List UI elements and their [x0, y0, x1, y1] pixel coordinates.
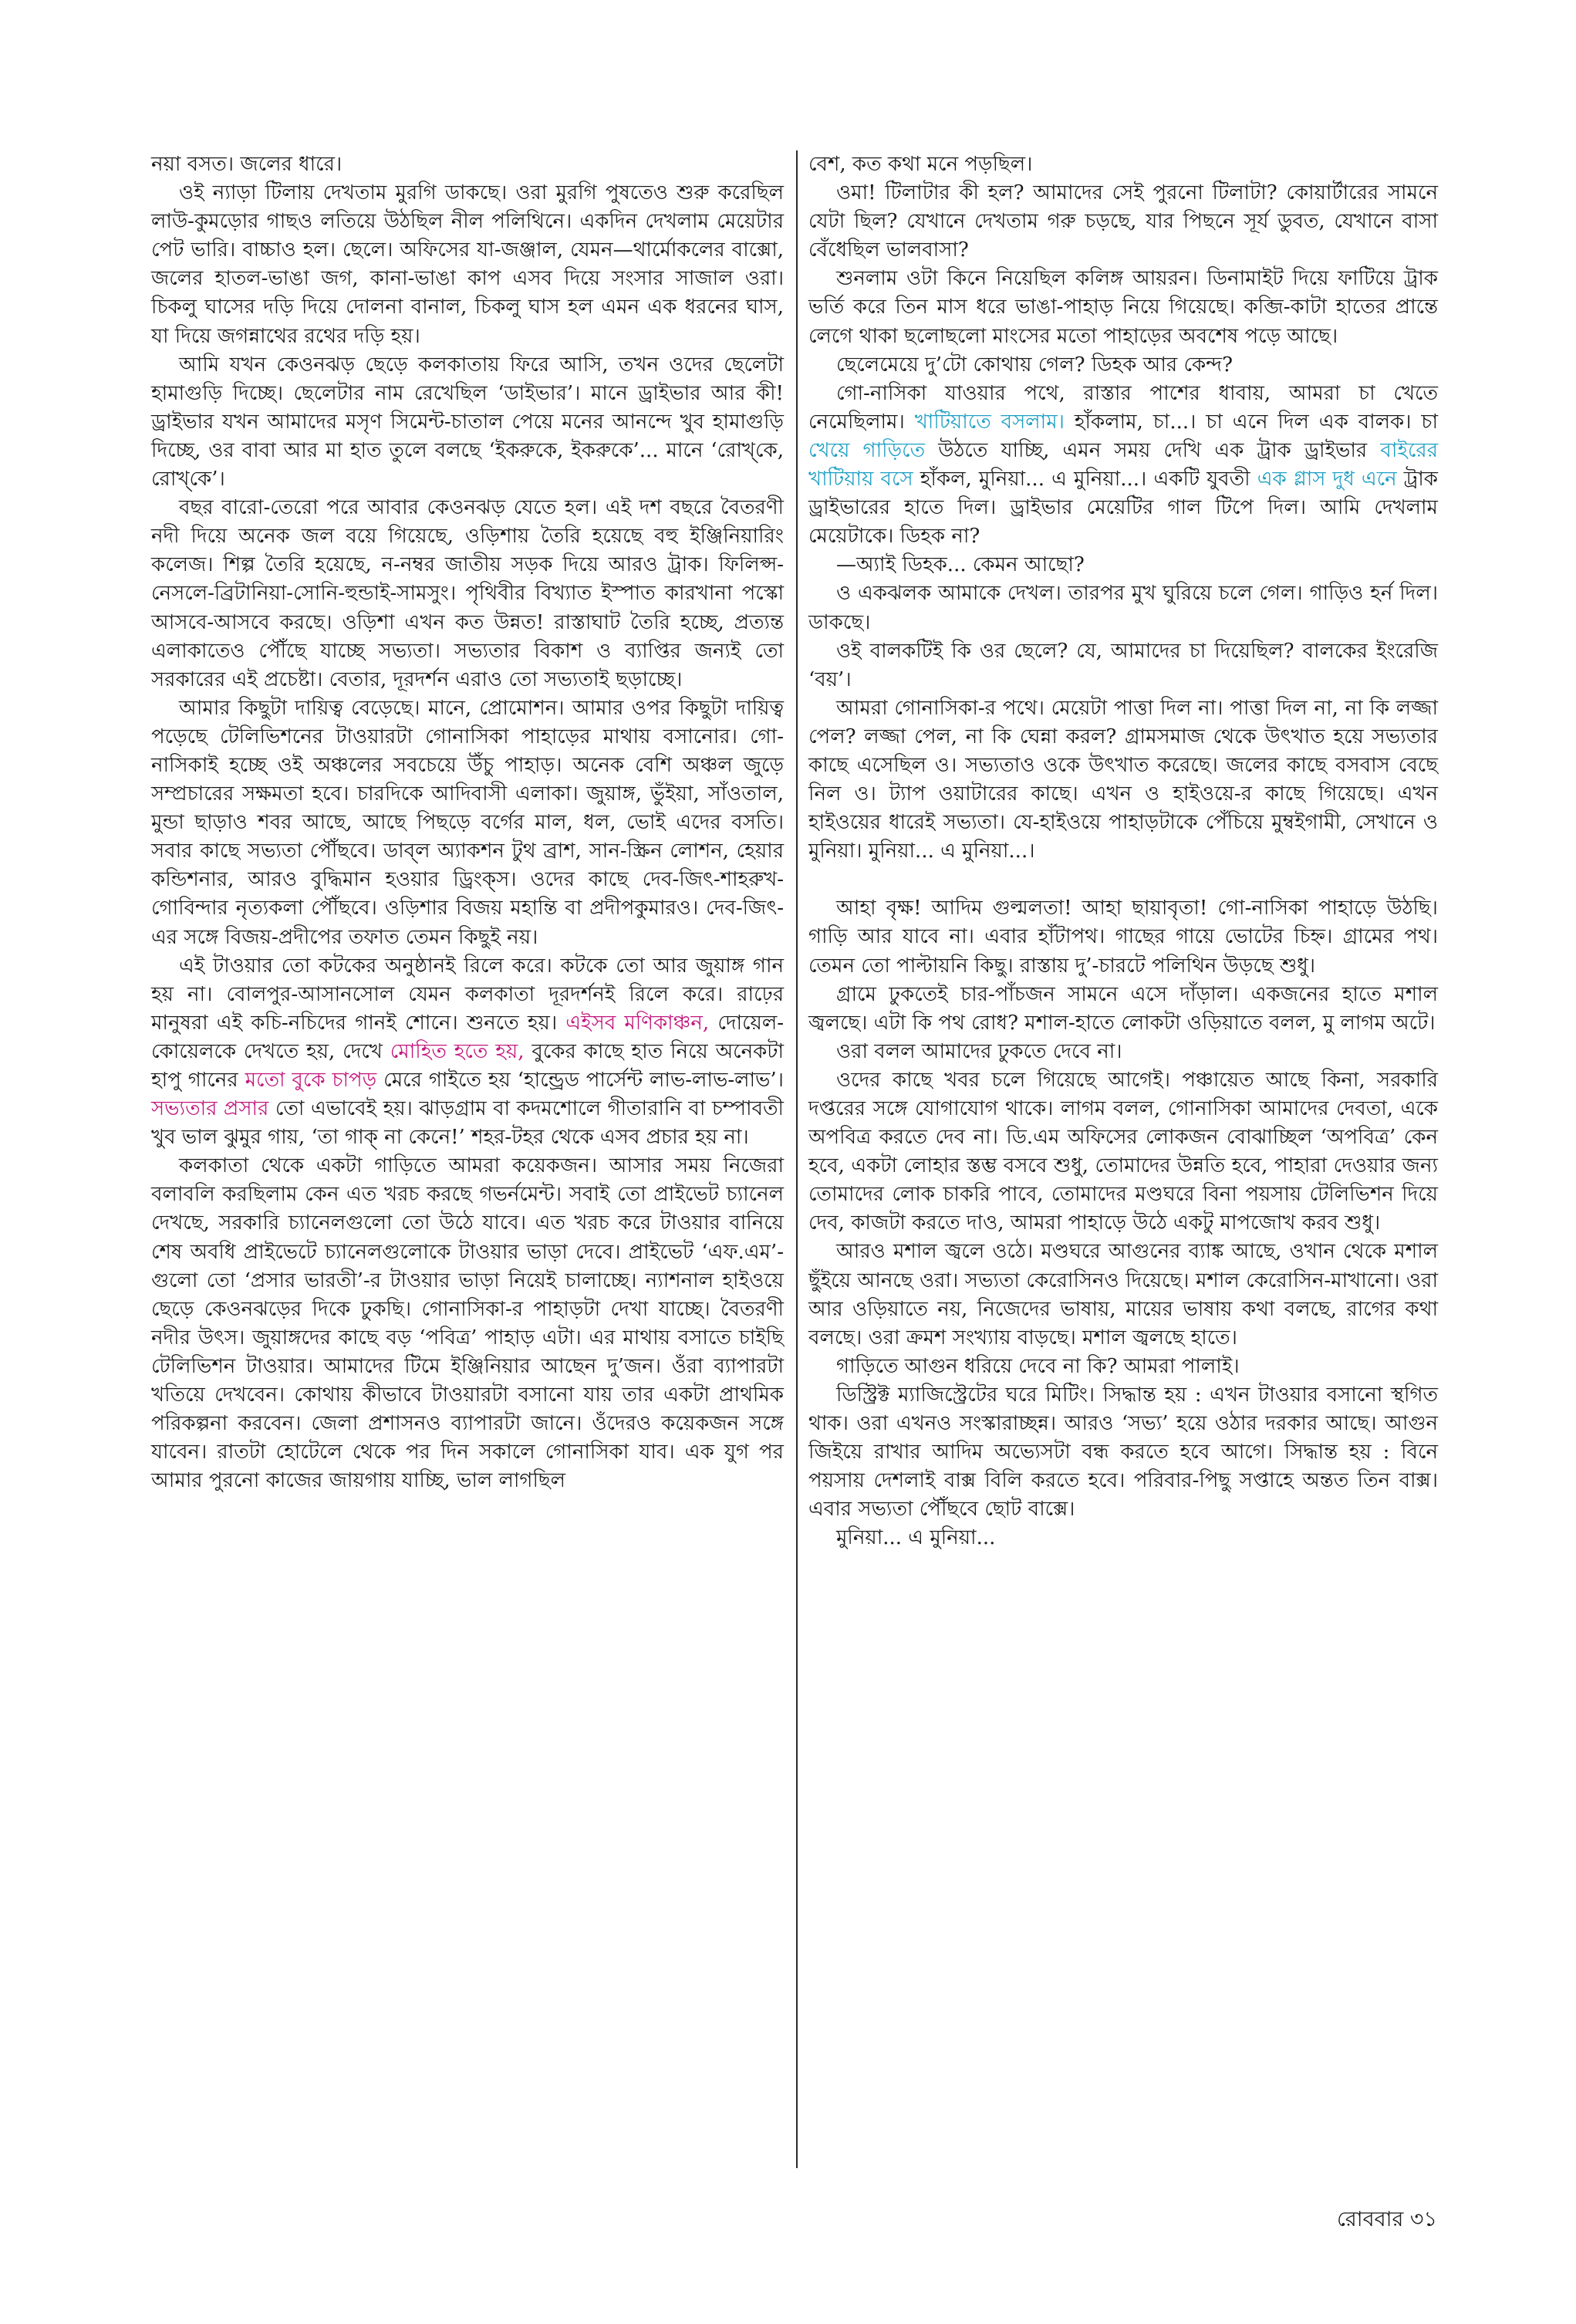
paragraph: গাড়িতে আগুন ধরিয়ে দেবে না কি? আমরা পালাই। — [836, 1354, 1240, 1378]
right-text-column — [808, 150, 1438, 1553]
paragraph: ওরা বলল আমাদের ঢুকতে দেবে না। — [836, 1039, 1122, 1063]
paragraph-with-highlights — [808, 380, 1438, 552]
paragraph: আহা বৃক্ষ! আদিম গুল্মলতা! আহা ছায়াবৃতা! গো-নাসিকা পাহাড়ে উঠছি। গাড়ি আর যাবে না। এবার হাঁটাপথ। গাছের গায়ে ভোটের চিহ্ন। গ্রামের পথ। তেমন তো পাল্টায়নি কিছু। রাস্তায় দু’-চারটে পলিথিন উড়ছে শুধু। — [808, 897, 1438, 978]
text-run: গো-নাসিকা যাওয়ার পথে, রাস্তার পাশের ধাবায়, আমরা চা খেতে নেমেছিলাম। — [808, 381, 1438, 434]
highlighted-phrase: খেয়ে গাড়িতে — [808, 438, 926, 462]
paragraph: ডিস্ট্রিক্ট ম্যাজিস্ট্রেটের ঘরে মিটিং। সিদ্ধান্ত হয় : এখন টাওয়ার বসানো স্থগিত থাক। ওরা এখনও সংস্কারাচ্ছন্ন। আরও ‘সভ্য’ হয়ে ওঠার দরকার আছে। আগুন জিইয়ে রাখার আদিম অভ্যেসটা বন্ধ করতে হবে আগে। সিদ্ধান্ত হয় : বিনে পয়সায় দেশলাই বাক্স বিলি করতে হবে। পরিবার-পিছু সপ্তাহে অন্তত তিন বাক্স। এবার সভ্যতা পৌঁছবে ছোট বাক্সে। — [808, 1383, 1438, 1522]
paragraph: —অ্যাই ডিহক... কেমন আছো? — [836, 553, 1085, 577]
highlighted-phrase: এক গ্লাস দুধ এনে — [1257, 468, 1397, 491]
text-run: মেরে গাইতে হয় ‘হান্ড্রেড পার্সেন্ট লাভ-লাভ-লাভ’। — [376, 1069, 784, 1092]
paragraph-with-highlights — [151, 952, 784, 1153]
left-text-column — [151, 150, 784, 1495]
text-run: হাঁকলাম, চা...। চা এনে দিল এক বালক। চা — [1064, 410, 1439, 434]
text-run: তো এভাবেই হয়। ঝাড়গ্রাম বা কদমশোলে গীতারানি বা চম্পাবতী খুব ভাল ঝুমুর গায়, ‘তা গাক্‌ না কেনে!’ শহর-টহর থেকে এসব প্রচার হয় না। — [151, 1097, 784, 1150]
highlighted-phrase: খাটিয়াতে বসলাম। — [914, 410, 1065, 434]
text-run: ট্রাক ড্রাইভারের হাতে দিল। ড্রাইভার মেয়েটির গাল টিপে দিল। আমি দেখলাম মেয়েটাকে। ডিহক না? — [808, 468, 1438, 549]
highlighted-phrase: মতো বুকে চাপড় — [245, 1069, 377, 1092]
paragraph: গ্রামে ঢুকতেই চার-পাঁচজন সামনে এসে দাঁড়াল। একজনের হাতে মশাল জ্বলছে। এটা কি পথ রোধ? মশাল-হাতে লোকটা ওড়িয়াতে বলল, মু লাগম অটে। — [808, 982, 1438, 1035]
paragraph: ওমা! টিলাটার কী হল? আমাদের সেই পুরনো টিলাটা? কোয়ার্টারের সামনে যেটা ছিল? যেখানে দেখতাম গরু চড়ছে, যার পিছনে সূর্য ডুবত, যেখানে বাসা বেঁধেছিল ভালবাসা? — [808, 181, 1438, 262]
paragraph: মুনিয়া... এ মুনিয়া... — [836, 1526, 996, 1550]
text-run: বুকের কাছে হাত নিয়ে অনেকটা হাপু গানের — [151, 1039, 784, 1092]
paragraph: আমার কিছুটা দায়িত্ব বেড়েছে। মানে, প্রোমোশন। আমার ওপর কিছুটা দায়িত্ব পড়েছে টেলিভিশনের টাওয়ারটা গোনাসিকা পাহাড়ের মাথায় বসানোর। গো-নাসিকাই হচ্ছে ওই অঞ্চলের সবচেয়ে উঁচু পাহাড়। অনেক বেশি অঞ্চল জুড়ে সম্প্রচারের সক্ষমতা হবে। চারদিকে আদিবাসী এলাকা। জুয়াঙ্গ, ভুঁইয়া, সাঁওতাল, মুন্ডা ছাড়াও শবর আছে, আছে পিছড়ে বর্গের মাল, ধল, ভোই এদের বসতি। সবার কাছে সভ্যতা পৌঁছবে। ডাব্‌ল অ্যাকশন টুথ ব্রাশ, সান-স্ক্রিন লোশন, হেয়ার কন্ডিশনার, আরও বুদ্ধিমান হওয়ার ড্রিংক্‌স। ওদের কাছে দেব-জিৎ-শাহরুখ-গোবিন্দার নৃত্যকলা পৌঁছবে। ওড়িশার বিজয় মহান্তি বা প্রদীপকুমারও। দেব-জিৎ-এর সঙ্গে বিজয়-প্রদীপের তফাত তেমন কিছুই নয়। — [151, 696, 784, 949]
paragraph: বেশ, কত কথা মনে পড়ছিল। — [808, 153, 1033, 176]
text-run: হাঁকল, মুনিয়া... এ মুনিয়া...। একটি যুবতী — [913, 468, 1257, 491]
page-folio: রোববার ৩১ — [1336, 2207, 1437, 2231]
paragraph: আরও মশাল জ্বলে ওঠে। মণ্ডঘরে আগুনের ব্যাঙ্ক আছে, ওখান থেকে মশাল ছুঁইয়ে আনছে ওরা। সভ্যতা কেরোসিনও দিয়েছে। মশাল কেরোসিন-মাখানো। ওরা আর ওড়িয়াতে নয়, নিজেদের ভাষায়, মায়ের ভাষায় কথা বলছে, রাগের কথা বলছে। ওরা ক্রমশ সংখ্যায় বাড়ছে। মশাল জ্বলছে হাতে। — [808, 1240, 1438, 1349]
paragraph: আমরা গোনাসিকা-র পথে। মেয়েটা পাত্তা দিল না। পাত্তা দিল না, না কি লজ্জা পেল? লজ্জা পেল, না কি ঘেন্না করল? গ্রামসমাজ থেকে উৎখাত হয়ে সভ্যতার কাছে এসেছিল ও। সভ্যতাও ওকে উৎখাত করেছে। জলের কাছে বসবাস বেছে নিল ও। ট্যাপ ওয়াটারের কাছে। এখন ও হাইওয়ে-র কাছে গিয়েছে। এখন হাইওয়ের ধারেই সভ্যতা। যে-হাইওয়ে পাহাড়টাকে পেঁচিয়ে মুম্বইগামী, সেখানে ও মুনিয়া। মুনিয়া... এ মুনিয়া...। — [808, 696, 1438, 863]
text-run: এই টাওয়ার তো কটকের অনুষ্ঠানই রিলে করে। কটকে তো আর জুয়াঙ্গ গান হয় না। বোলপুর-আসানসোল যেমন কলকাতা দূরদর্শনই রিলে করে। রাঢ়ের মানুষরা এই কচি-নচিদের গানই শোনে। শুনতে হয়। — [151, 954, 784, 1035]
paragraph: শুনলাম ওটা কিনে নিয়েছিল কলিঙ্গ আয়রন। ডিনামাইট দিয়ে ফাটিয়ে ট্রাক ভর্তি করে তিন মাস ধরে ভাঙা-পাহাড় নিয়ে গিয়েছে। কব্জি-কাটা হাতের প্রান্তে লেগে থাকা ছলোছলো মাংসের মতো পাহাড়ের অবশেষ পড়ে আছে। — [808, 267, 1438, 348]
paragraph: বছর বারো-তেরো পরে আবার কেওনঝড় যেতে হল। এই দশ বছরে বৈতরণী নদী দিয়ে অনেক জল বয়ে গিয়েছে, ওড়িশায় তৈরি হয়েছে বহু ইঞ্জিনিয়ারিং কলেজ। শিল্প তৈরি হয়েছে, ন-নম্বর জাতীয় সড়ক দিয়ে আরও ট্রাক। ফিলিপ্স-নেসলে-ব্রিটানিয়া-সোনি-হুন্ডাই-সামসুং। পৃথিবীর বিখ্যাত ইস্পাত কারখানা পস্কো আসবে-আসবে করছে। ওড়িশা এখন কত উন্নত! রাস্তাঘাট তৈরি হচ্ছে, প্রত্যন্ত এলাকাতেও পৌঁছে যাচ্ছে সভ্যতা। সভ্যতার বিকাশ ও ব্যাপ্তির জন্যই তো সরকারের এই প্রচেষ্টা। বেতার, দূরদর্শন এরাও তো সভ্যতাই ছড়াচ্ছে। — [151, 496, 784, 691]
paragraph: আমি যখন কেওনঝড় ছেড়ে কলকাতায় ফিরে আসি, তখন ওদের ছেলেটা হামাগুড়ি দিচ্ছে। ছেলেটার নাম রেখেছিল ‘ডাইভার’। মানে ড্রাইভার আর কী! ড্রাইভার যখন আমাদের মসৃণ সিমেন্ট-চাতাল পেয়ে মনের আনন্দে খুব হামাগুড়ি দিচ্ছে, ওর বাবা আর মা হাত তুলে বলছে ‘ইকরুকে, ইকরুকে’... মানে ‘রোখ্‌কে, রোখ্‌কে’। — [151, 353, 784, 491]
text-run: উঠতে যাচ্ছি, এমন সময় দেখি এক ট্রাক ড্রাইভার — [925, 438, 1381, 462]
highlighted-phrase: মোহিত হতে হয়, — [390, 1039, 525, 1063]
paragraph: নয়া বসত। জলের ধারে। — [151, 153, 343, 176]
paragraph: ওই ন্যাড়া টিলায় দেখতাম মুরগি ডাকছে। ওরা মুরগি পুষতেও শুরু করেছিল লাউ-কুমড়োর গাছও লতিয়ে উঠছিল নীল পলিথিনে। একদিন দেখলাম মেয়েটার পেট ভারি। বাচ্চাও হল। ছেলে। অফিসের যা-জঞ্জাল, যেমন—থার্মোকলের বাক্সো, জলের হাতল-ভাঙা জগ, কানা-ভাঙা কাপ এসব দিয়ে সংসার সাজাল ওরা। চিকলু ঘাসের দড়ি দিয়ে দোলনা বানাল, চিকলু ঘাস হল এমন এক ধরনের ঘাস, যা দিয়ে জগন্নাথের রথের দড়ি হয়। — [151, 181, 784, 348]
paragraph: ও একঝলক আমাকে দেখল। তারপর মুখ ঘুরিয়ে চলে গেল। গাড়িও হর্ন দিল। ডাকছে। — [808, 582, 1438, 634]
text-run: দোয়েল-কোয়েলকে দেখতে হয়, দেখে — [151, 1011, 784, 1063]
highlighted-phrase: এইসব মণিকাঞ্চন, — [565, 1011, 710, 1035]
highlighted-phrase: বাইরের খাটিয়ায় বসে — [808, 438, 1438, 491]
highlighted-phrase: সভ্যতার প্রসার — [151, 1097, 269, 1121]
paragraph: ওদের কাছে খবর চলে গিয়েছে আগেই। পঞ্চায়েত আছে কিনা, সরকারি দপ্তরের সঙ্গে যোগাযোগ থাকে। লাগম বলল, গোনাসিকা আমাদের দেবতা, একে অপবিত্র করতে দেব না। ডি.এম অফিসের লোকজন বোঝাচ্ছিল ‘অপবিত্র’ কেন হবে, একটা লোহার স্তম্ভ বসবে শুধু, তোমাদের উন্নতি হবে, পাহারা দেওয়ার জন্য তোমাদের লোক চাকরি পাবে, তোমাদের মণ্ডঘরে বিনা পয়সায় টেলিভিশন দিয়ে দেব, কাজটা করতে দাও, আমরা পাহাড়ে উঠে একটু মাপজোখ করব শুধু। — [808, 1068, 1438, 1235]
paragraph: ছেলেমেয়ে দু’টো কোথায় গেল? ডিহক আর কেন্দ? — [836, 353, 1233, 377]
column-divider — [796, 150, 798, 2168]
paragraph: কলকাতা থেকে একটা গাড়িতে আমরা কয়েকজন। আসার সময় নিজেরা বলাবলি করছিলাম কেন এত খরচ করছে গভর্নমেন্ট। সবাই তো প্রাইভেট চ্যানেল দেখছে, সরকারি চ্যানেলগুলো তো উঠে যাবে। এত খরচ করে টাওয়ার বানিয়ে শেষ অবধি প্রাইভেটে চ্যানেলগুলোকে টাওয়ার ভাড়া দেবে। প্রাইভেট ‘এফ.এম’-গুলো তো ‘প্রসার ভারতী’-র টাওয়ার ভাড়া নিয়েই চালাচ্ছে। ন্যাশনাল হাইওয়ে ছেড়ে কেওনঝড়ের দিকে ঢুকছি। গোনাসিকা-র পাহাড়টা দেখা যাচ্ছে। বৈতরণী নদীর উৎস। জুয়াঙ্গদের কাছে বড় ‘পবিত্র’ পাহাড় এটা। এর মাথায় বসাতে চাইছি টেলিভিশন টাওয়ার। আমাদের টিমে ইঞ্জিনিয়ার আছেন দু’জন। ওঁরা ব্যাপারটা খতিয়ে দেখবেন। কোথায় কীভাবে টাওয়ারটা বসানো যায় তার একটা প্রাথমিক পরিকল্পনা করবেন। জেলা প্রশাসনও ব্যাপারটা জানে। ওঁদেরও কয়েকজন সঙ্গে যাবেন। রাতটা হোটেলে থেকে পর দিন সকালে গোনাসিকা যাব। এক যুগ পর আমার পুরনো কাজের জায়গায় যাচ্ছি, ভাল লাগছিল — [151, 1154, 784, 1493]
paragraph: ওই বালকটিই কি ওর ছেলে? যে, আমাদের চা দিয়েছিল? বালকের ইংরেজি ‘বয়’। — [808, 639, 1438, 691]
